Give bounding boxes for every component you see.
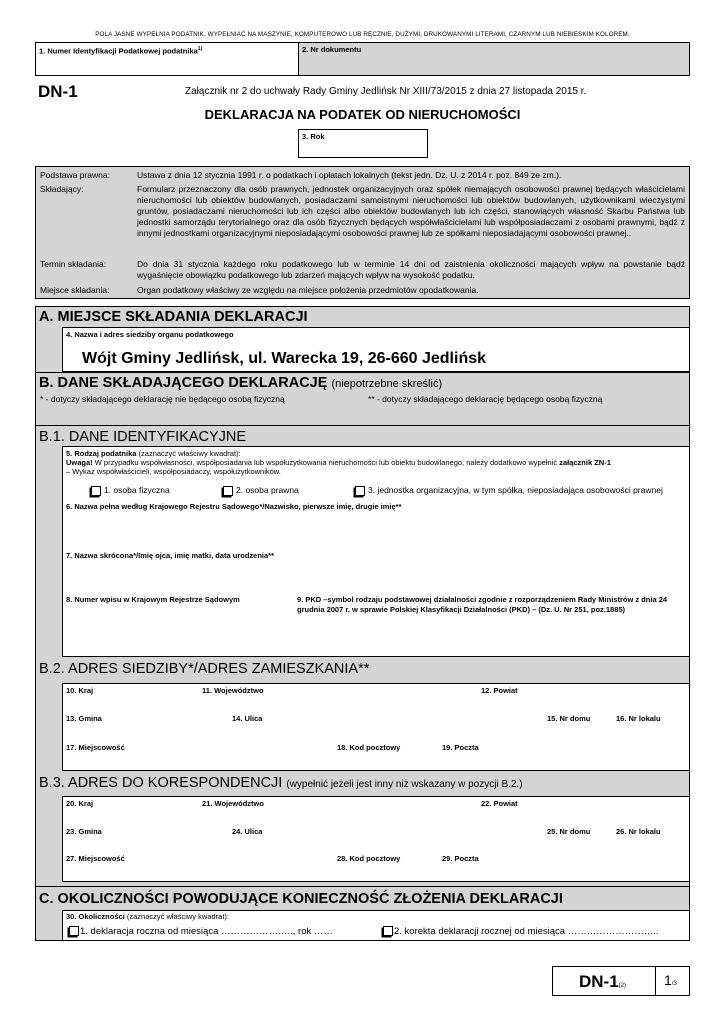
option-natural-person[interactable] bbox=[91, 485, 170, 496]
taxpayer-note bbox=[66, 458, 686, 467]
taxpayer-type-hint: (zaznaczyć właściwy kwadrat): bbox=[138, 449, 241, 458]
section-b3-title-note: (wypełnić jeżeli jest inny niż wskazany w pozycji B.2.) bbox=[286, 779, 523, 790]
info-key-deadline: Termin składania: bbox=[40, 259, 107, 269]
info-key-submitter: Składający: bbox=[40, 184, 84, 194]
note-warning: Uwaga! bbox=[66, 458, 93, 467]
document-number-field bbox=[298, 42, 690, 76]
section-b-title-text: B. DANE SKŁADAJĄCEGO DEKLARACJĘ bbox=[39, 375, 328, 391]
corr-house-number-label: 25. Nr domu bbox=[547, 827, 591, 836]
section-b-divider bbox=[35, 372, 690, 373]
post-office-label: 19. Poczta bbox=[442, 743, 479, 752]
pkd-label: 9. PKD –symbol rodzaju podstawowej działalności zgodnie z rozporządzeniem Rady Ministrów z dnia 24 grudnia 2007 r. w sprawie Polskiej Klasyfikacji Działalności (PKD) – (Dz. U. Nr 251, poz.1885) bbox=[297, 595, 668, 614]
short-name-field[interactable] bbox=[62, 549, 690, 594]
county-label: 12. Powiat bbox=[481, 686, 518, 695]
corr-postal-code-field[interactable] bbox=[334, 852, 440, 882]
house-number-field[interactable] bbox=[544, 712, 614, 742]
info-key-legal-basis: Podstawa prawna: bbox=[40, 170, 110, 180]
option-legal-person-label: 2. osoba prawna bbox=[236, 485, 299, 495]
section-c-divider bbox=[35, 886, 690, 887]
form-title bbox=[0, 107, 725, 122]
krs-number-label: 8. Numer wpisu w Krajowym Rejestrze Sądowym bbox=[66, 595, 240, 604]
year-field[interactable] bbox=[298, 129, 428, 158]
corr-street-label: 24. Ulica bbox=[232, 827, 263, 836]
info-key-place: Miejsce składania: bbox=[40, 285, 110, 295]
circumstances-label: 30. Okoliczności bbox=[66, 912, 125, 921]
corr-post-office-field[interactable] bbox=[439, 852, 690, 882]
apartment-number-field[interactable] bbox=[613, 712, 690, 742]
commune-label: 13. Gmina bbox=[66, 714, 102, 723]
circumstances-field bbox=[62, 910, 690, 941]
circumstances-hint: (zaznaczyć właściwy kwadrat): bbox=[126, 912, 229, 921]
option-correction[interactable] bbox=[383, 926, 659, 937]
year-label: 3. Rok bbox=[302, 132, 325, 141]
postal-code-field[interactable] bbox=[334, 741, 440, 771]
option-annual-declaration-label: 1. deklaracja roczna od miesiąca ………………….., rok …… bbox=[80, 926, 333, 937]
city-field[interactable] bbox=[62, 741, 335, 771]
nip-sup: 1) bbox=[197, 46, 203, 52]
county-field[interactable] bbox=[478, 683, 690, 713]
checkbox-icon[interactable] bbox=[223, 486, 233, 496]
krs-number-field[interactable] bbox=[62, 593, 295, 657]
voivodeship-label: 11. Województwo bbox=[202, 686, 264, 695]
full-name-label: 6. Nazwa pełna według Krajowego Rejestru Sądowego*/Nazwisko, pierwsze imię, drugie imię** bbox=[66, 502, 402, 511]
corr-voivodeship-label: 21. Województwo bbox=[202, 799, 264, 808]
page-number bbox=[655, 966, 690, 996]
corr-house-number-field[interactable] bbox=[544, 825, 614, 853]
country-field[interactable] bbox=[62, 683, 200, 713]
street-label: 14. Ulica bbox=[232, 714, 263, 723]
footer-code-sub: (2) bbox=[618, 983, 627, 989]
corr-commune-label: 23. Gmina bbox=[66, 827, 102, 836]
note-legal-entity: * - dotyczy składającego deklarację nie będącego osobą fizyczną bbox=[40, 394, 285, 404]
corr-postal-code-label: 28. Kod pocztowy bbox=[337, 854, 401, 863]
option-organization[interactable] bbox=[355, 485, 663, 496]
corr-commune-field[interactable] bbox=[62, 825, 230, 853]
info-value-deadline: Do dnia 31 stycznia każdego roku podatkowego lub w terminie 14 dni od zaistnienia okoliczności mających wpływ na powstanie bądź wygaśnięcie obowiązku podatkowego lub zdarzeń mających wpływ na wysokość podatku. bbox=[137, 259, 685, 280]
full-name-field[interactable] bbox=[62, 500, 690, 550]
taxpayer-type-label: 5. Rodzaj podatnika bbox=[66, 449, 137, 458]
note-text: W przypadku współwłasności, współposiadania lub współużytkowania nieruchomości lub obiektu budowlanego, należy dodatkowo wypełnić bbox=[92, 458, 560, 467]
tax-office-label: 4. Nazwa i adres siedziby organu podatkowego bbox=[66, 330, 234, 339]
option-natural-person-label: 1. osoba fizyczna bbox=[104, 485, 170, 495]
house-number-label: 15. Nr domu bbox=[547, 714, 591, 723]
nip-label: 1. Numer Identyfikacji Podatkowej podatnika bbox=[39, 46, 198, 56]
tax-office-field[interactable] bbox=[62, 327, 690, 372]
note-attachment: załącznik ZN-1 bbox=[559, 458, 611, 467]
section-b-title bbox=[39, 374, 442, 393]
document-number-label: 2. Nr dokumentu bbox=[302, 45, 362, 54]
top-instruction: POLA JASNE WYPEŁNIA PODATNIK. WYPEŁNIAĆ NA MASZYNIE, KOMPUTEROWO LUB RĘCZNIE, DUŻYMI, DRUKOWANYMI LITERAMI, CZARNYM LUB NIEBIESKIM KOLOREM. bbox=[95, 31, 630, 38]
checkbox-icon[interactable] bbox=[69, 926, 79, 936]
section-a-title: A. MIEJSCE SKŁADANIA DEKLARACJI bbox=[39, 309, 308, 325]
commune-field[interactable] bbox=[62, 712, 230, 742]
corr-post-office-label: 29. Poczta bbox=[442, 854, 479, 863]
option-organization-label: 3. jednostka organizacyjna, w tym spółka, nieposiadająca osobowości prawnej bbox=[368, 485, 663, 495]
info-value-submitter: Formularz przeznaczony dla osób prawnych, jednostek organizacyjnych oraz spółek niemających osobowości prawnej będących właścicielami nieruchomości lub obiektów budowlanych, posiadaczami samoistnymi nieruchomości lub obiektów budowlanych, użytkownikami wieczystymi gruntów, posiadaczami nieruchomości lub ich części albo obiektów budowlanych lub ich części, stanowiących własność Skarbu Państwa lub jednostki samorządu terytorialnego oraz dla osób fizycznych będących współwłaścicielami lub współposiadaczami z osobami prawnymi, bądź z innymi jednostkami organizacyjnymi nieposiadającymi osobowości prawnej lub ze spółkami nieposiadającymi osobowości prawnej.. bbox=[137, 184, 685, 238]
footer-code-text: DN-1 bbox=[579, 972, 619, 991]
corr-county-field[interactable] bbox=[478, 796, 690, 826]
pkd-field[interactable] bbox=[294, 593, 690, 657]
option-correction-label: 2. korekta deklaracji rocznej od miesiąca ……………………….. bbox=[394, 926, 659, 937]
page-number-value: 1 bbox=[664, 972, 672, 988]
section-c-title: C. OKOLICZNOŚCI POWODUJĄCE KONIECZNOŚĆ ZŁOŻENIA DEKLARACJI bbox=[39, 891, 563, 907]
checkbox-icon[interactable] bbox=[355, 486, 365, 496]
info-block bbox=[35, 166, 690, 299]
attachment-note: Załącznik nr 2 do uchwały Rady Gminy Jedlińsk Nr XIII/73/2015 z dnia 27 listopada 2015 r. bbox=[185, 86, 587, 97]
corr-apartment-number-label: 26. Nr lokalu bbox=[616, 827, 661, 836]
corr-voivodeship-field[interactable] bbox=[199, 796, 479, 826]
corr-city-field[interactable] bbox=[62, 852, 335, 882]
corr-county-label: 22. Powiat bbox=[481, 799, 518, 808]
option-annual-declaration[interactable] bbox=[69, 926, 333, 937]
note-natural-person: ** - dotyczy składającego deklarację będącego osobą fizyczną bbox=[368, 394, 603, 404]
page-number-total: /3 bbox=[671, 981, 677, 987]
form-code: DN-1 bbox=[38, 82, 78, 101]
checkbox-icon[interactable] bbox=[383, 926, 393, 936]
info-value-legal-basis: Ustawa z dnia 12 stycznia 1991 r. o podatkach i opłatach lokalnych (tekst jedn. Dz. U. z 2014 r. poz. 849 ze zm.). bbox=[137, 170, 562, 180]
corr-apartment-number-field[interactable] bbox=[613, 825, 690, 853]
note-line2: – Wykaz współwłaścicieli, współposiadaczy, współużytkowników. bbox=[66, 467, 281, 476]
voivodeship-field[interactable] bbox=[199, 683, 479, 713]
info-value-place: Organ podatkowy właściwy ze względu na miejsce położenia przedmiotów opodatkowania. bbox=[137, 285, 479, 295]
corr-country-label: 20. Kraj bbox=[66, 799, 94, 808]
city-label: 17. Miejscowość bbox=[66, 743, 125, 752]
footer-form-code bbox=[552, 966, 656, 996]
option-legal-person[interactable] bbox=[223, 485, 299, 496]
title-text: DEKLARACJA NA PODATEK OD NIERUCHOMOŚCI bbox=[204, 107, 521, 122]
section-b1-title: B.1. DANE IDENTYFIKACYJNE bbox=[39, 429, 247, 445]
corr-country-field[interactable] bbox=[62, 796, 200, 826]
apartment-number-label: 16. Nr lokalu bbox=[616, 714, 661, 723]
section-b-title-note: (niepotrzebne skreślić) bbox=[331, 378, 443, 390]
corr-street-field[interactable] bbox=[229, 825, 545, 853]
section-b2-title: B.2. ADRES SIEDZIBY*/ADRES ZAMIESZKANIA** bbox=[39, 661, 370, 677]
section-b1-divider bbox=[35, 425, 690, 426]
street-field[interactable] bbox=[229, 712, 545, 742]
country-label: 10. Kraj bbox=[66, 686, 94, 695]
checkbox-icon[interactable] bbox=[91, 486, 101, 496]
section-b3-title-text: B.3. ADRES DO KORESPONDENCJI bbox=[39, 775, 283, 791]
short-name-label: 7. Nazwa skrócona*/Imię ojca, imię matki, data urodzenia** bbox=[66, 551, 274, 560]
corr-city-label: 27. Miejscowość bbox=[66, 854, 125, 863]
nip-field[interactable] bbox=[35, 42, 299, 76]
postal-code-label: 18. Kod pocztowy bbox=[337, 743, 401, 752]
tax-office-value: Wójt Gminy Jedlińsk, ul. Warecka 19, 26-660 Jedlińsk bbox=[82, 350, 487, 367]
post-office-field[interactable] bbox=[439, 741, 690, 771]
taxpayer-type-field bbox=[62, 446, 690, 501]
section-b3-title bbox=[39, 774, 523, 794]
